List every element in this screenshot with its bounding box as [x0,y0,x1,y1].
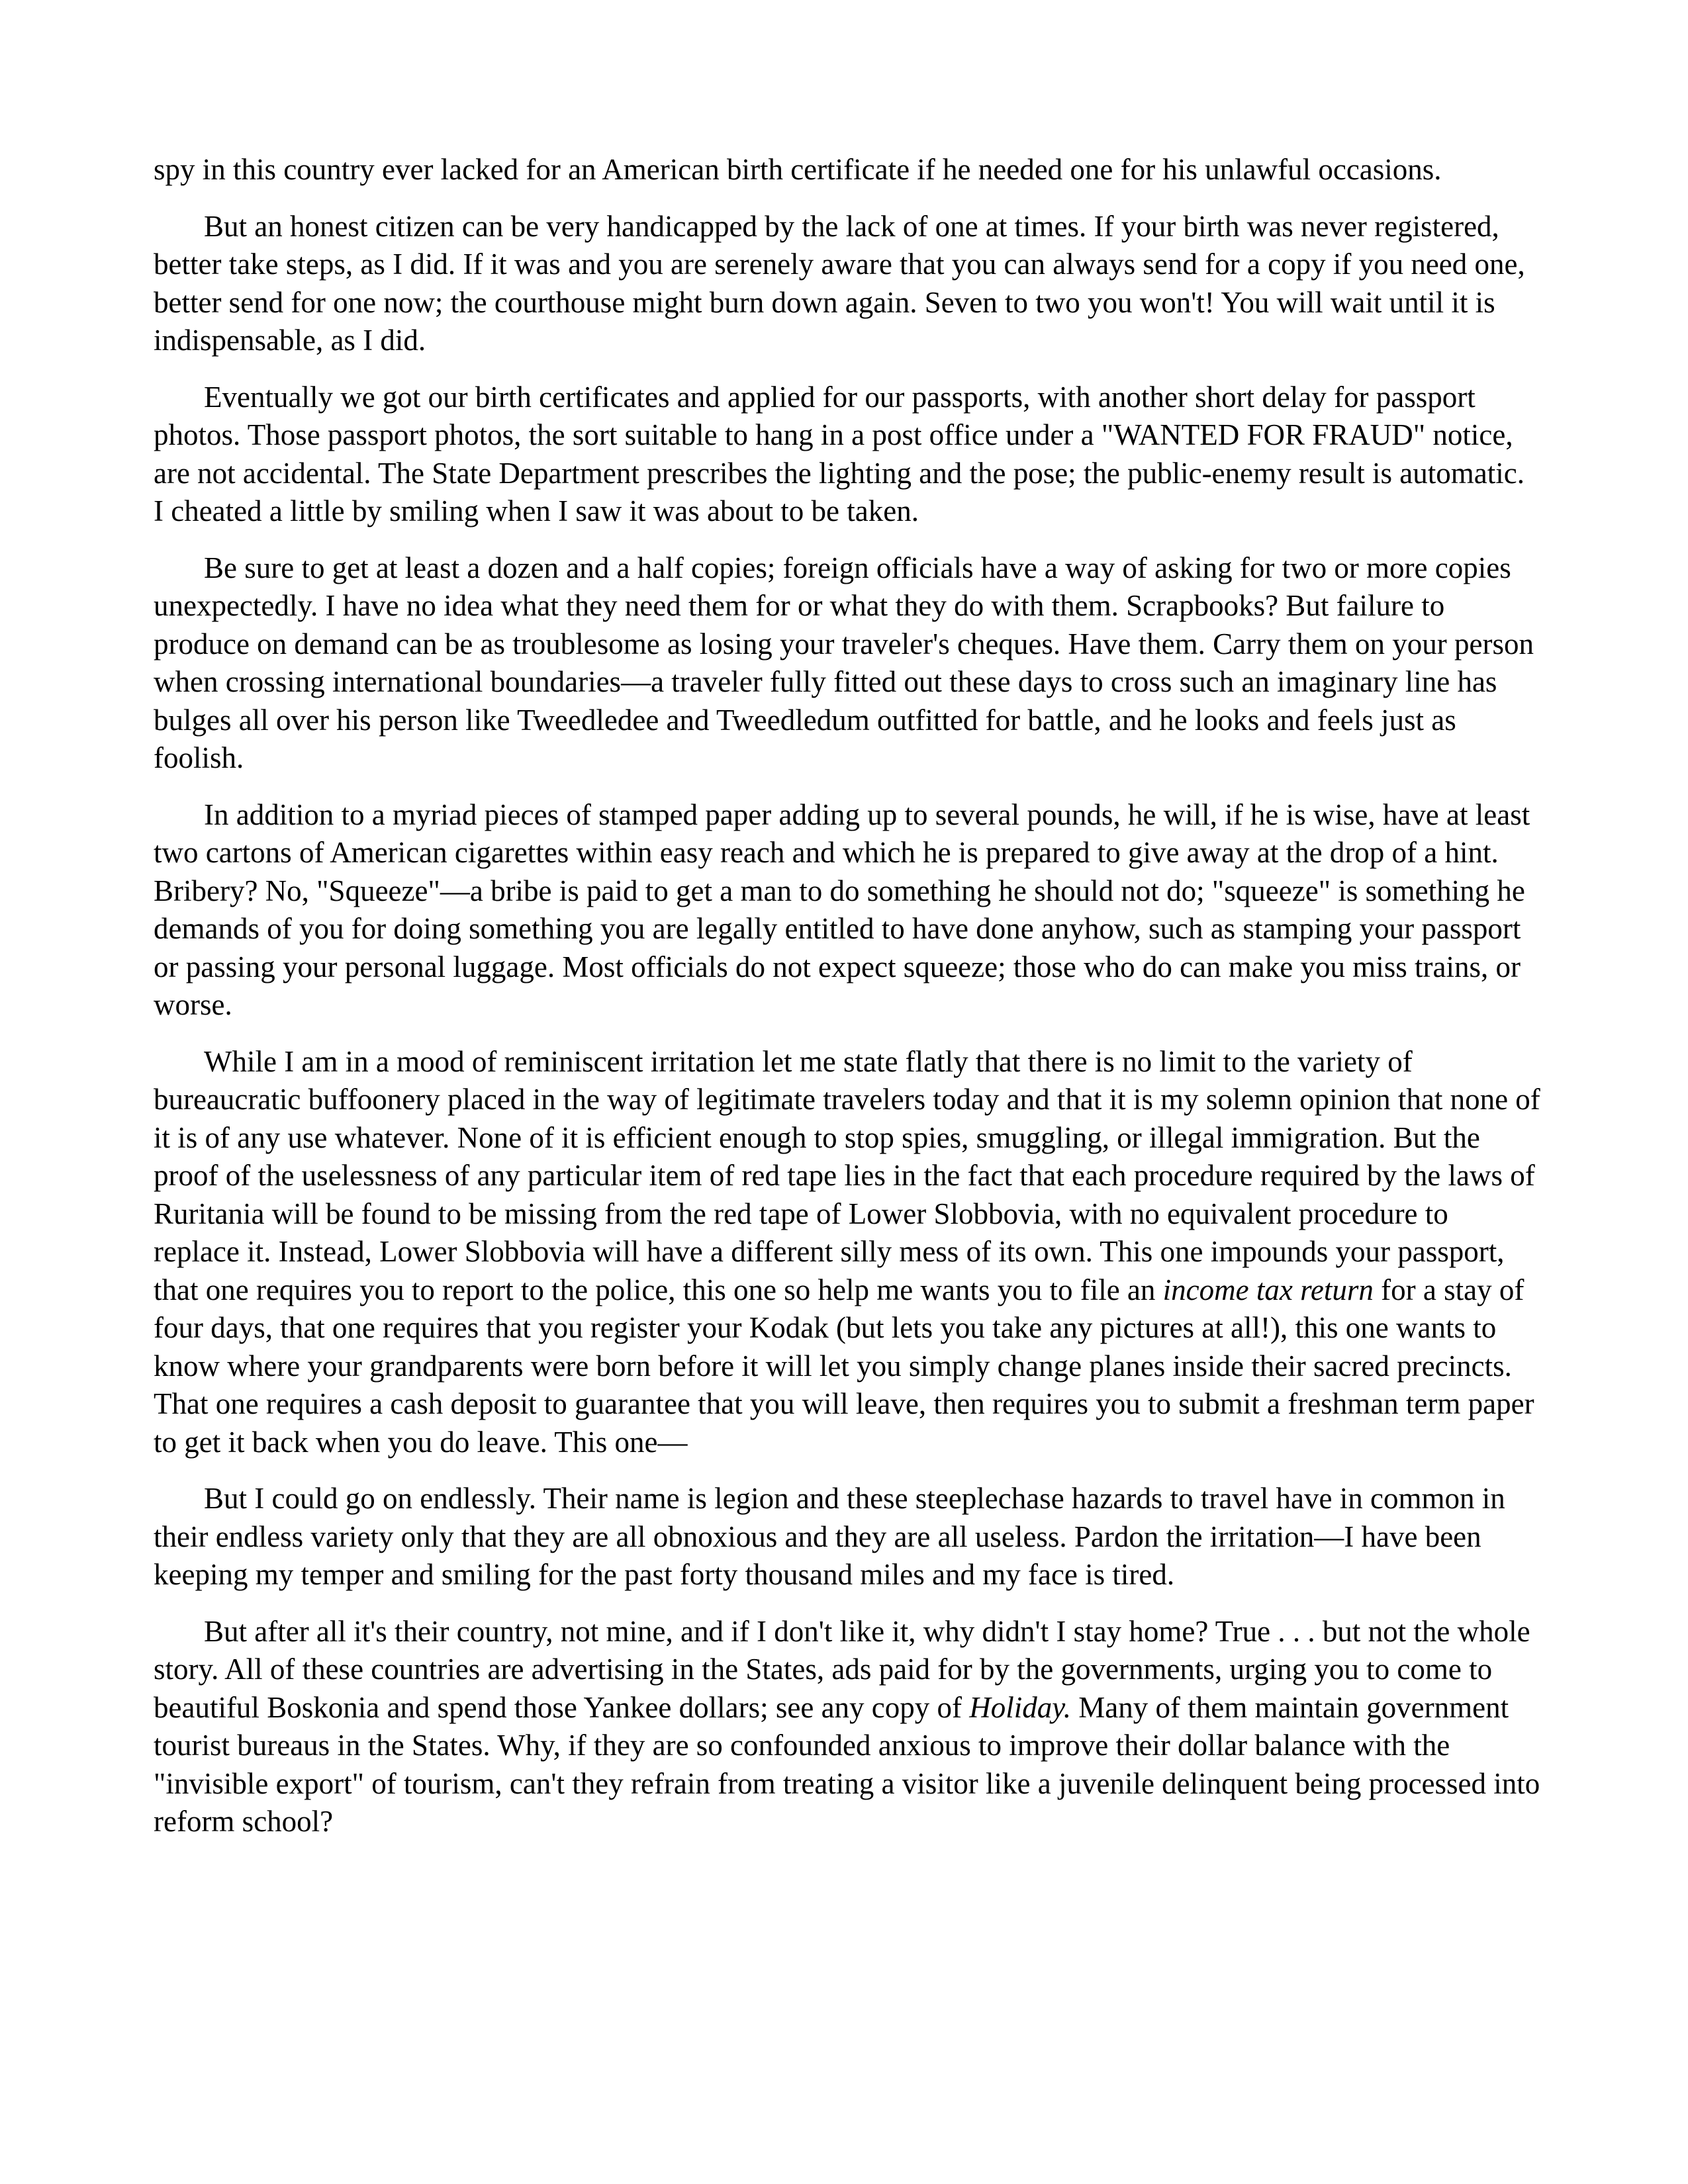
paragraph-8 [154,1613,1541,1841]
paragraph-7: But I could go on endlessly. Their name is legion and these steeplechase hazards to travel have in common in their endless variety only that they are all obnoxious and they are all useless. Pardon the irritation—I have been keeping my temper and smiling for the past forty thousand miles and my face is tired. [154,1482,1505,1591]
paragraph-6-text-after: for a stay of four days, that one requires that you register your Kodak (but lets you take any pictures at all!), this one wants to know where your grandparents were born before it will let you simply change planes inside their sacred precincts. That one requires a cash deposit to guarantee that you will leave, then requires you to submit a freshman term paper to get it back when you do leave. This one— [154,1273,1534,1459]
paragraph-8-emphasis: Holiday. [969,1690,1071,1724]
document-page [154,151,1541,1860]
paragraph-1: spy in this country ever lacked for an American birth certificate if he needed one for his unlawful occasions. [154,153,1442,186]
paragraph-4: Be sure to get at least a dozen and a half copies; foreign officials have a way of asking for two or more copies unexpectedly. I have no idea what they need them for or what they do with them. Scrapbooks? But failure to produce on demand can be as troublesome as losing your traveler's cheques. Have them. Carry them on your person when crossing international boundaries—a traveler fully fitted out these days to cross such an imaginary line has bulges all over his person like Tweedledee and Tweedledum outfitted for battle, and he looks and feels just as foolish. [154,551,1534,774]
paragraph-8-text-before: But after all it's their country, not mine, and if I don't like it, why didn't I stay home? True . . . but not the whole story. All of these countries are advertising in the States, ads paid for by the governments, urging you to come to beautiful Boskonia and spend those Yankee dollars; see any copy of [154,1614,1530,1724]
paragraph-6-emphasis: income tax return [1162,1273,1374,1306]
paragraph-8-text-after: Many of them maintain government tourist bureaus in the States. Why, if they are so confounded anxious to improve their dollar balance with the "invisible export" of tourism, can't they refrain from treating a visitor like a juvenile delinquent being processed into reform school? [154,1690,1540,1838]
paragraph-6-text-before: While I am in a mood of reminiscent irritation let me state flatly that there is no limit to the variety of bureaucratic buffoonery placed in the way of legitimate travelers today and that it is my solemn opinion that none of it is of any use whatever. None of it is efficient enough to stop spies, smuggling, or illegal immigration. But the proof of the uselessness of any particular item of red tape lies in the fact that each procedure required by the laws of Ruritania will be found to be missing from the red tape of Lower Slobbovia, with no equivalent procedure to replace it. Instead, Lower Slobbovia will have a different silly mess of its own. This one impounds your passport, that one requires you to report to the police, this one so help me wants you to file an [154,1044,1540,1306]
paragraph-2: But an honest citizen can be very handicapped by the lack of one at times. If your birth was never registered, better take steps, as I did. If it was and you are serenely aware that you can always send for a copy if you need one, better send for one now; the courthouse might burn down again. Seven to two you won't! You will wait until it is indispensable, as I did. [154,209,1525,357]
paragraph-3: Eventually we got our birth certificates and applied for our passports, with another short delay for passport photos. Those passport photos, the sort suitable to hang in a post office under a "WANTED FOR FRAUD" notice, are not accidental. The State Department prescribes the lighting and the pose; the public-enemy result is automatic. I cheated a little by smiling when I saw it was about to be taken. [154,380,1524,527]
paragraph-5: In addition to a myriad pieces of stamped paper adding up to several pounds, he will, if he is wise, have at least two cartons of American cigarettes within easy reach and which he is prepared to give away at the drop of a hint. Bribery? No, "Squeeze"—a bribe is paid to get a man to do something he should not do; "squeeze" is something he demands of you for doing something you are legally entitled to have done anyhow, such as stamping your passport or passing your personal luggage. Most officials do not expect squeeze; those who do can make you miss trains, or worse. [154,797,1530,1021]
paragraph-6 [154,1043,1541,1462]
